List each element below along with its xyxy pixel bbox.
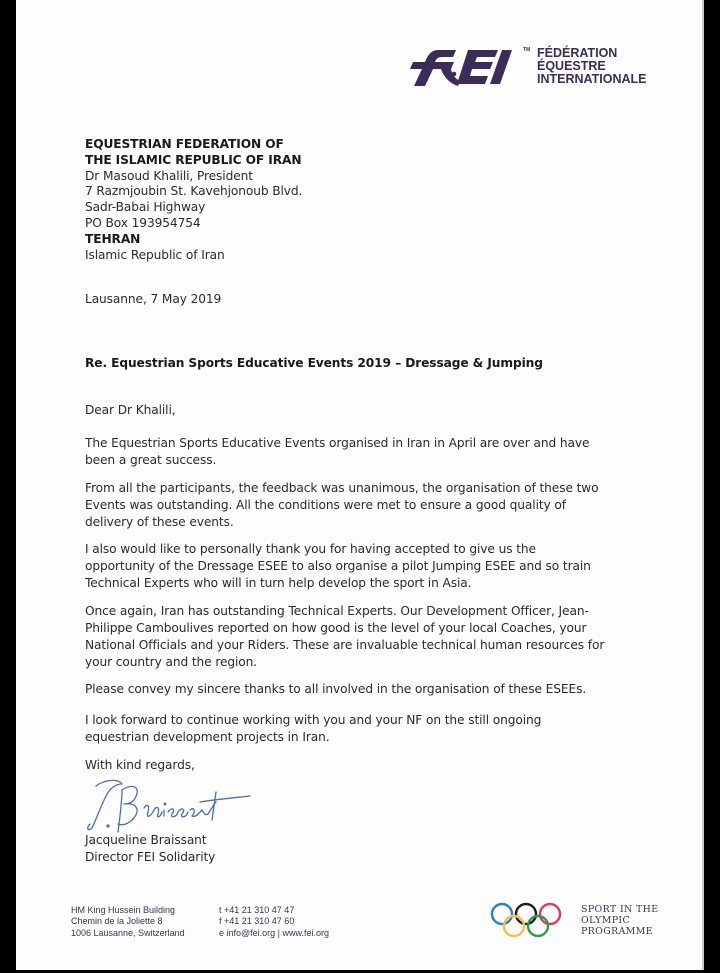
paragraph-line: delivery of these events. [85,515,234,529]
paragraph-line: From all the participants, the feedback was unanimous, the organisation of these two [85,481,599,495]
signer-block [85,832,215,866]
letter-date: Lausanne, 7 May 2019 [85,292,222,306]
recipient-street-2: Sadr-Babai Highway [85,200,206,215]
recipient-address-block [85,137,302,263]
footer-address-line: HM King Hussein Building [71,905,176,915]
paragraph-line: National Officials and your Riders. These are invaluable technical human resources for [85,638,605,652]
paragraph-line: The Equestrian Sports Educative Events organised in Iran in April are over and have [85,436,590,450]
letter-subject: Re. Equestrian Sports Educative Events 2019 – Dressage & Jumping [85,356,543,370]
recipient-city: TEHRAN [85,231,141,246]
signer-name: Jacqueline Braissant [85,833,207,847]
olympic-text-line: SPORT IN THE [581,904,659,915]
recipient-country: Islamic Republic of Iran [85,247,225,262]
paragraph-line: I look forward to continue working with you and your NF on the still ongoing [85,713,542,727]
signer-title: Director FEI Solidarity [85,850,216,864]
paragraph-line: been a great success. [85,453,217,467]
body-paragraph [85,435,645,469]
olympic-programme-text [581,904,659,937]
body-paragraph [85,603,645,671]
paragraph-line: Once again, Iran has outstanding Technical Experts. Our Development Officer, Jean- [85,604,589,618]
org-name [537,47,647,86]
recipient-street: 7 Razmjoubin St. Kavehjonoub Blvd. [85,184,303,199]
paragraph-line: Events was outstanding. All the conditions were met to ensure a good quality of [85,498,566,512]
recipient-po-box: PO Box 193954754 [85,215,201,230]
olympic-rings-icon [490,902,562,940]
trademark-mark: TM [523,47,531,53]
footer-address-line: 1006 Lausanne, Switzerland [71,927,185,938]
body-paragraph [85,681,645,698]
page-edge [702,0,704,970]
paragraph-line: your country and the region. [85,655,258,669]
paragraph-line: I also would like to personally thank you for having accepted to give us the [85,542,536,556]
footer-address [71,905,185,939]
paragraph-line: Please convey my sincere thanks to all involved in the organisation of these ESEEs. [85,682,587,696]
olympic-text-line: OLYMPIC [581,915,631,926]
recipient-org-line: EQUESTRIAN FEDERATION OF [85,137,284,151]
fei-logo-icon [408,46,520,88]
handwritten-signature-icon [82,778,257,838]
letter-page [16,0,704,970]
paragraph-line: Technical Experts who will in turn help develop the sport in Asia. [85,576,472,590]
body-paragraph [85,541,645,592]
footer-fax: f +41 21 310 47 60 [219,916,295,927]
footer-email-web: e info@fei.org | www.fei.org [219,927,330,938]
recipient-name: Dr Masoud Khalili, President [85,168,253,183]
recipient-org-line: THE ISLAMIC REPUBLIC OF IRAN [85,152,302,167]
footer-address-line: Chemin de la Joliette 8 [71,916,163,927]
org-name-line: ÉQUESTRE [537,59,606,73]
org-name-line: INTERNATIONALE [537,72,647,86]
salutation: Dear Dr Khalili, [85,403,176,417]
body-paragraph [85,480,645,531]
paragraph-line: opportunity of the Dressage ESEE to also organise a pilot Jumping ESEE and so train [85,559,591,573]
footer-contact [219,905,329,939]
body-paragraph [85,712,645,746]
paragraph-line: Philippe Camboulives reported on how good is the level of your local Coaches, your [85,621,587,635]
footer-phone: t +41 21 310 47 47 [219,905,295,915]
org-name-line: FÉDÉRATION [537,46,618,60]
paragraph-line: equestrian development projects in Iran. [85,730,330,744]
olympic-text-line: PROGRAMME [581,926,654,937]
closing: With kind regards, [85,758,195,772]
